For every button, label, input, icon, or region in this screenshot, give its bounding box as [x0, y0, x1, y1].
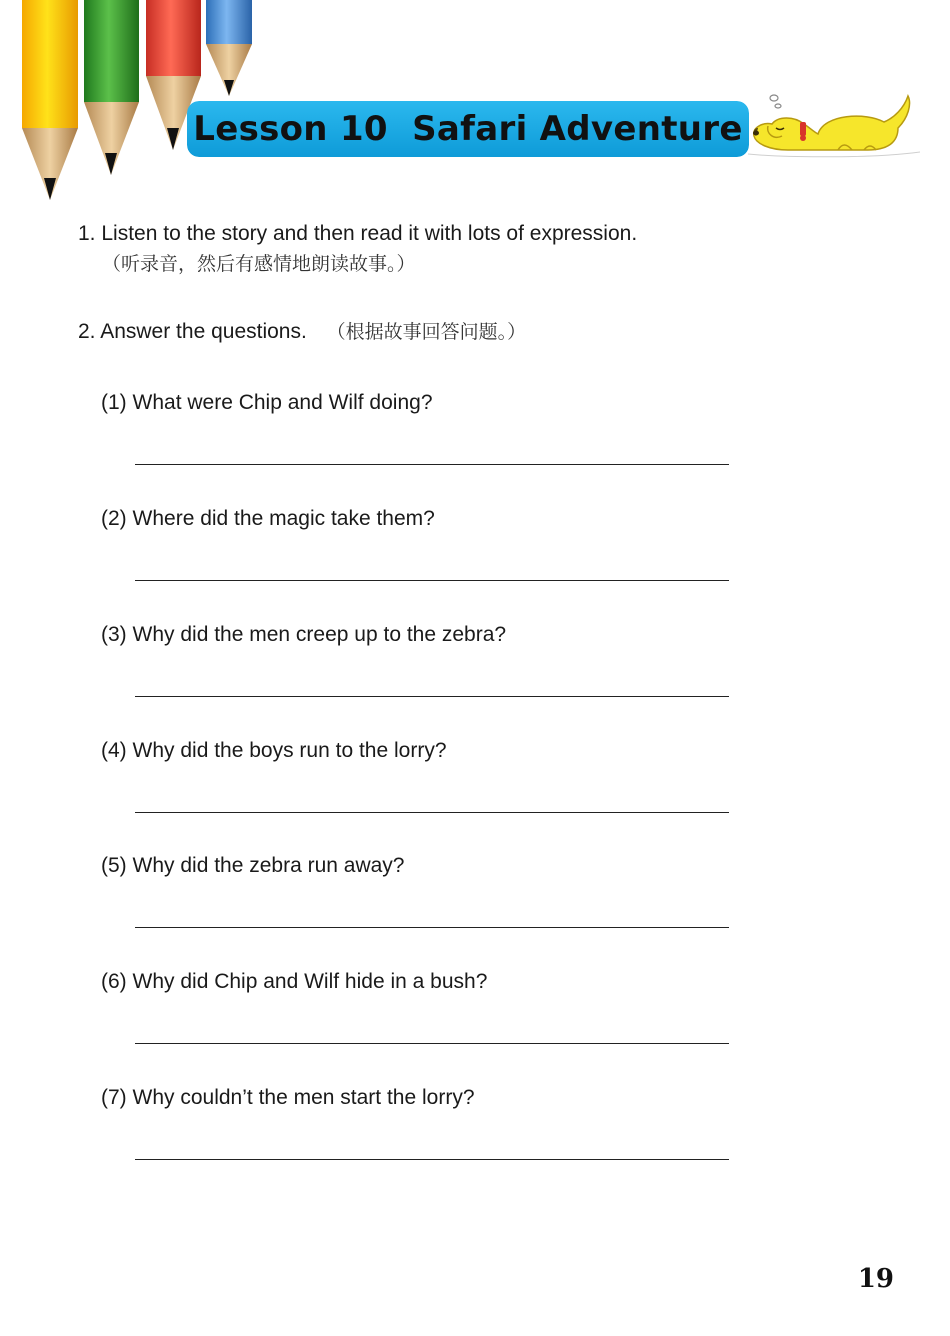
question-text — [101, 737, 741, 765]
question-6 — [101, 968, 741, 1078]
answer-line-4[interactable] — [135, 812, 729, 813]
question-label: What were Chip and Wilf doing? — [132, 391, 433, 414]
question-label: Why did the zebra run away? — [132, 854, 405, 877]
question-2 — [101, 505, 741, 615]
instruction-translation: （听录音，然后有感情地朗读故事。） — [102, 253, 416, 275]
answer-line-3[interactable] — [135, 696, 729, 697]
question-text — [101, 852, 741, 880]
instruction-text: Listen to the story and then read it with lots of expression. — [101, 222, 638, 245]
green-pencil — [84, 0, 139, 175]
instruction-1 — [78, 220, 637, 278]
instruction-2 — [78, 318, 526, 346]
answer-line-7[interactable] — [135, 1159, 729, 1160]
instruction-translation: （根据故事回答问题。） — [326, 321, 527, 343]
question-text — [101, 389, 741, 417]
instruction-number: 1. — [78, 222, 96, 245]
sleeping-dog-icon — [748, 88, 920, 164]
question-label: Why did the men creep up to the zebra? — [132, 623, 507, 646]
lesson-title: Lesson 10 Safari Adventure — [193, 109, 743, 149]
question-text — [101, 621, 741, 649]
question-label: Why couldn’t the men start the lorry? — [132, 1086, 475, 1109]
instruction-text: Answer the questions. — [100, 320, 307, 343]
question-label: Why did the boys run to the lorry? — [132, 739, 447, 762]
lesson-title-banner — [187, 101, 749, 157]
question-number: (5) — [101, 854, 127, 877]
question-number: (3) — [101, 623, 127, 646]
question-text — [101, 505, 741, 533]
blue-pencil — [206, 0, 252, 96]
page-number: 19 — [857, 1264, 894, 1294]
answer-line-1[interactable] — [135, 464, 729, 465]
instruction-number: 2. — [78, 320, 96, 343]
question-7 — [101, 1084, 741, 1194]
question-3 — [101, 621, 741, 731]
question-4 — [101, 737, 741, 847]
question-number: (1) — [101, 391, 127, 414]
question-1 — [101, 389, 741, 499]
question-text — [101, 1084, 741, 1112]
question-number: (4) — [101, 739, 127, 762]
answer-line-2[interactable] — [135, 580, 729, 581]
answer-line-6[interactable] — [135, 1043, 729, 1044]
question-label: Why did Chip and Wilf hide in a bush? — [132, 970, 488, 993]
question-label: Where did the magic take them? — [132, 507, 435, 530]
answer-line-5[interactable] — [135, 927, 729, 928]
yellow-pencil — [22, 0, 78, 200]
question-number: (2) — [101, 507, 127, 530]
question-text — [101, 968, 741, 996]
question-number: (6) — [101, 970, 127, 993]
question-5 — [101, 852, 741, 962]
question-number: (7) — [101, 1086, 127, 1109]
